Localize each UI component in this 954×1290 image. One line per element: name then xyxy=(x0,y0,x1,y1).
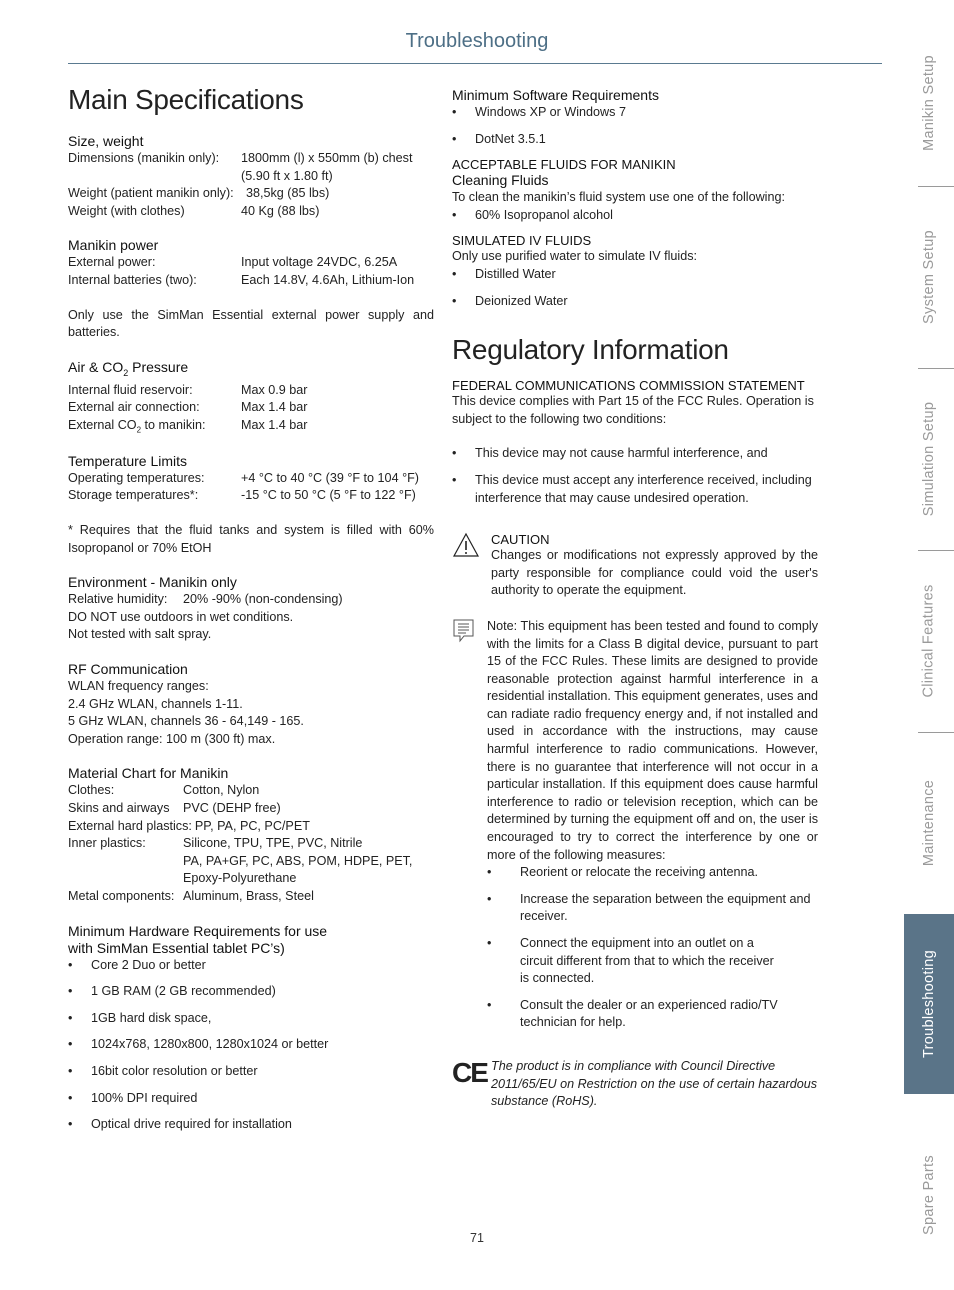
right-column xyxy=(452,87,818,1111)
spec-label: Relative humidity: xyxy=(68,592,168,607)
spec-value: PVC (DEHP free) xyxy=(183,800,281,815)
sidebar-tab-system-setup[interactable]: System Setup xyxy=(921,230,937,324)
spec-value: PP, PA, PC, PC/PET xyxy=(194,818,310,833)
main-specs-title: Main Specifications xyxy=(68,84,304,115)
spec-value: Input voltage 24VDC, 6.25A xyxy=(241,255,398,270)
spec-value: 1800mm (l) x 550mm (b) chest xyxy=(241,151,413,165)
rf-line: 5 GHz WLAN, channels 36 - 64,149 - 165. xyxy=(68,714,304,729)
power-note: Only use the SimMan Essential external power supply and batteries. xyxy=(68,307,434,340)
hardware-heading-line: with SimMan Essential tablet PC’s) xyxy=(68,939,285,956)
software-heading: Minimum Software Requirements xyxy=(452,87,659,103)
list-item: • Windows XP or Windows 7 xyxy=(452,105,626,119)
rf-line: 2.4 GHz WLAN, channels 1-11. xyxy=(68,696,243,711)
spec-label: External air connection: xyxy=(68,400,200,415)
spec-value: (5.90 ft x 1.80 ft) xyxy=(241,168,333,183)
hardware-heading-line: Minimum Hardware Requirements for use xyxy=(68,922,328,939)
spec-value: Cotton, Nylon xyxy=(183,783,260,798)
regulatory-title: Regulatory Information xyxy=(452,334,729,366)
pressure-heading: Air & $CO_2$ Pressure xyxy=(68,358,189,378)
spec-label: Skins and airways xyxy=(68,800,170,815)
iv-fluids-heading: SIMULATED IV FLUIDS xyxy=(452,233,592,249)
rf-line: Operation range: 100 m (300 ft) max. xyxy=(68,731,276,746)
header-rule xyxy=(68,63,882,64)
iv-text: Only use purified water to simulate IV fluids: xyxy=(452,249,697,264)
temperature-note: * Requires that the fluid tanks and system is filled with 60% Isopropanol or 70% EtOH xyxy=(68,523,434,555)
spec-value: Aluminum, Brass, Steel xyxy=(183,888,314,903)
list-item: • 1GB hard disk space, xyxy=(68,1010,212,1025)
list-item: • This device must accept any interference received, including interference that may cause undesired operation. xyxy=(452,472,812,505)
spec-value: PA, PA+GF, PC, ABS, POM, HDPE, PET, xyxy=(183,853,413,868)
material-heading: Material Chart for Manikin xyxy=(68,765,229,782)
spec-value: -15 °C to 50 °C (5 °F to 122 °F) xyxy=(241,488,416,503)
size-weight-table xyxy=(68,150,434,220)
environment-line: Not tested with salt spray. xyxy=(68,627,212,642)
note-text: Note: This equipment has been tested and found to comply with the limits for a Class B digital device, pursuant to part 15 of the FCC Rules. These limits are designed to provide reasonable protection against harmful interference in a residential installation. This equipment generates, uses and can radiate radio frequency energy and, if not installed and used in accordance with the instructions, may cause harmful interference to radio communications. However, there is no guarantee that interference will not occur in a particular installation. If this equipment does cause harmful interference to radio or television reception, which can be determined by turning the equipment off and on, the user is encouraged to try to correct the interference by one or more of the following measures: xyxy=(487,618,818,862)
spec-value: 38,5kg (85 lbs) xyxy=(246,186,330,201)
fcc-block xyxy=(452,393,818,507)
caution-text: Changes or modifications not expressly approved by the party responsible for compliance could void the user's authority to operate the equipment. xyxy=(491,548,818,598)
spec-label: External hard plastics: xyxy=(68,818,192,833)
size-weight-heading: Size, weight xyxy=(68,133,144,149)
ce-block xyxy=(452,1058,818,1111)
list-item: • Connect the equipment into an outlet on a circuit different from that to which the receiver is connected. xyxy=(487,936,774,986)
spec-label: Operating temperatures: xyxy=(68,470,205,485)
caution-heading: CAUTION xyxy=(491,532,550,548)
sidebar-tab-simulation-setup[interactable]: Simulation Setup xyxy=(921,401,938,517)
fluids-text: To clean the manikin’s fluid system use one of the following: xyxy=(452,190,785,205)
spec-label: Clothes: xyxy=(68,783,115,798)
fluids-block xyxy=(452,189,818,224)
sidebar-tab-manikin-setup[interactable]: Manikin Setup xyxy=(921,54,938,151)
list-item: • 60% Isopropanol alcohol xyxy=(452,207,613,222)
list-item: • DotNet 3.5.1 xyxy=(452,131,546,146)
ce-mark-icon: CE xyxy=(452,1056,487,1088)
left-column xyxy=(68,84,434,1134)
note-list xyxy=(487,864,818,1032)
list-item: • Deionized Water xyxy=(452,293,568,308)
sidebar-tab-spare-parts[interactable]: Spare Parts xyxy=(921,1155,937,1235)
sidebar-tab-clinical-features[interactable]: Clinical Features xyxy=(921,584,937,698)
spec-label: External power: xyxy=(68,255,156,270)
power-table xyxy=(68,254,434,341)
spec-label: Weight (patient manikin only): xyxy=(68,186,234,201)
list-item: • Optical drive required for installation xyxy=(68,1117,292,1132)
ce-text: The product is in compliance with Council Directive 2011/65/EU on Restriction on the use of certain hazardous substance (RoHS). xyxy=(491,1058,818,1109)
spec-value: Max 0.9 bar xyxy=(241,382,308,397)
caution-block xyxy=(452,532,818,600)
fcc-text: This device complies with Part 15 of the FCC Rules. Operation is subject to the following two conditions: xyxy=(452,394,814,426)
fcc-heading: FEDERAL COMMUNICATIONS COMMISSION STATEMENT xyxy=(452,378,805,394)
material-table xyxy=(68,782,434,905)
rf-line: WLAN frequency ranges: xyxy=(68,679,209,693)
list-item: • 16bit color resolution or better xyxy=(68,1063,258,1078)
hardware-heading xyxy=(68,923,434,957)
temperature-heading: Temperature Limits xyxy=(68,452,188,469)
spec-label: Inner plastics: xyxy=(68,836,146,851)
list-item: • This device may not cause harmful interference, and xyxy=(452,446,768,461)
spec-label: Dimensions (manikin only): xyxy=(68,151,220,165)
spec-label: Metal components: xyxy=(68,888,175,903)
pressure-table xyxy=(68,382,434,439)
spec-label: External $CO_2$ to manikin: xyxy=(68,417,206,435)
environment-heading: Environment - Manikin only xyxy=(68,574,237,591)
list-item: • 1 GB RAM (2 GB recommended) xyxy=(68,984,276,999)
list-item: • Reorient or relocate the receiving antenna. xyxy=(487,865,759,880)
temperature-table xyxy=(68,470,434,557)
spec-label: Storage temperatures*: xyxy=(68,488,199,503)
list-item: • Consult the dealer or an experienced radio/TV technician for help. xyxy=(487,997,778,1030)
spec-value: Max 1.4 bar xyxy=(241,400,308,415)
spec-value: Silicone, TPU, TPE, PVC, Nitrile xyxy=(183,836,363,851)
header-title: Troubleshooting xyxy=(405,30,549,52)
fluids-heading: ACCEPTABLE FLUIDS FOR MANIKIN xyxy=(452,157,676,173)
list-item: • 1024x768, 1280x800, 1280x1024 or better xyxy=(68,1037,329,1052)
spec-value: Each 14.8V, 4.6Ah, Lithium-Ion xyxy=(241,272,415,287)
spec-value: 20% -90% (non-condensing) xyxy=(183,592,343,607)
note-icon xyxy=(452,618,487,1032)
spec-value: +4 °C to 40 °C (39 °F to 104 °F) xyxy=(241,470,419,485)
cleaning-fluids-heading: Cleaning Fluids xyxy=(452,172,549,189)
spec-label: Internal batteries (two): xyxy=(68,272,197,287)
power-heading: Manikin power xyxy=(68,237,159,254)
environment-block xyxy=(68,591,434,644)
hardware-list xyxy=(68,957,434,1134)
iv-block xyxy=(452,248,818,310)
list-item: • 100% DPI required xyxy=(68,1090,198,1105)
spec-value: Max 1.4 bar xyxy=(241,417,308,432)
sidebar-tab-maintenance[interactable]: Maintenance xyxy=(921,779,938,867)
warning-icon xyxy=(452,532,491,600)
sidebar-tab-troubleshooting[interactable]: Troubleshooting xyxy=(904,914,954,1094)
page-number: 71 xyxy=(470,1231,484,1245)
list-item: • Increase the separation between the equipment and receiver. xyxy=(487,891,811,924)
note-block xyxy=(452,618,818,1032)
software-list xyxy=(452,104,818,148)
list-item: • Core 2 Duo or better xyxy=(68,957,206,972)
environment-line: DO NOT use outdoors in wet conditions. xyxy=(68,609,294,624)
spec-value: 40 Kg (88 lbs) xyxy=(241,203,320,218)
rf-heading: RF Communication xyxy=(68,661,188,677)
spec-label: Weight (with clothes) xyxy=(68,203,185,218)
spec-label: Internal fluid reservoir: xyxy=(68,382,193,397)
rf-block xyxy=(68,678,434,748)
list-item: • Distilled Water xyxy=(452,266,556,281)
spec-value: Epoxy-Polyurethane xyxy=(183,871,297,886)
